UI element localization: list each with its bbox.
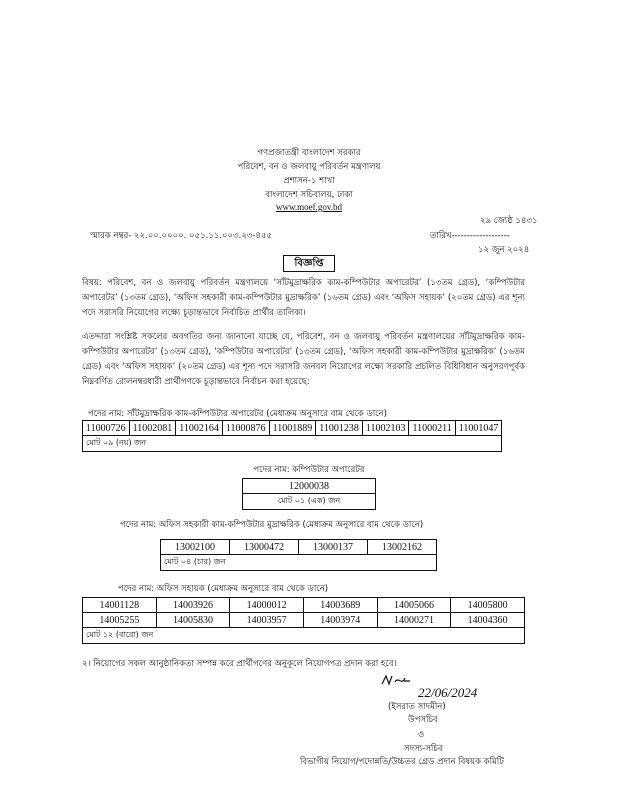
post-4-total: মোট ১২ (বারো) জন <box>83 628 525 644</box>
post-1-label: পদের নাম: সাঁটমুদ্রাক্ষরিক কাম-কম্পিউটার অপারেটর (মেধাক্রম অনুসারে বাম থেকে ডানে) <box>88 409 387 419</box>
signatory-role: সদস্য-সচিব <box>404 744 443 754</box>
table-row <box>83 613 525 628</box>
roll-number: 14000012 <box>230 598 304 613</box>
body-paragraph: এতদ্দারা সংশ্লিষ্ট সকলের অবগতির জন্য জানানো যাচ্ছে যে, পরিবেশ, বন ও জলবায়ু পরিবর্তন মন্ত্রণালয়ের সাঁটমুদ্রাক্ষরিক কাম- কম্পিউটার অপারেটর’ (১৩তম গ্রেড), ‘কম্পিউটার অপারেটর’ (১৩তম গ্রেড), ‘অফিস সহকারী কাম-কম্পিউটার মুদ্রাক্ষরিক’ (১৬তম গ্রেড) এবং ‘অফিস সহায়ক’ (২০তম গ্রেড) এর শূন্য পদে সরাসরি জনবল নিয়োগের লক্ষ্যে সরকারি প্রচলিত বিধিবিধান অনুসরণপূর্বক নিম্নবর্ণিত রোলনম্বরধারী প্রার্থীগণকে চূড়ান্তভাবে নির্বাচন করা হয়েছে: <box>82 332 525 387</box>
roll-number: 11001889 <box>269 421 316 436</box>
date-bangla: ২৯ জ্যেষ্ঠ ১৪৩১ <box>480 216 538 226</box>
roll-number: 14000271 <box>377 613 451 628</box>
roll-number: 13002100 <box>161 540 230 555</box>
ministry-name: পরিবেশ, বন ও জলবায়ু পরিবর্তন মন্ত্রণালয় <box>237 162 381 172</box>
roll-number: 13002162 <box>368 540 437 555</box>
roll-number: 11000726 <box>83 421 130 436</box>
post-3-table <box>160 539 437 571</box>
roll-number: 11001238 <box>316 421 363 436</box>
date-label: তারিখ------------------- <box>430 231 510 241</box>
roll-number: 11000876 <box>222 421 269 436</box>
branch-name: প্রশাসন-১ শাখা <box>283 176 335 186</box>
signature-date: 22/06/2024 <box>418 685 478 700</box>
post-2-table <box>242 478 376 510</box>
roll-number: 13000137 <box>299 540 368 555</box>
post-2-label: পদের নাম: কম্পিউটার অপারেটর <box>253 465 365 475</box>
table-row <box>83 598 525 613</box>
post-3-total: মোট ০৪ (চার) জন <box>161 555 437 571</box>
conjunction-text: ও <box>418 730 425 740</box>
roll-number: 14003957 <box>230 613 304 628</box>
roll-number: 14005066 <box>377 598 451 613</box>
post-3-label: পদের নাম: অফিস সহকারী কাম-কম্পিউটার মুদ্রাক্ষরিক (মেধাক্রম অনুসারে বাম থেকে ডানে) <box>120 520 424 530</box>
memo-number: স্মারক নম্বর- ২২.০০.০০০০. ০৫১.১১.০০৩.২৩-৪৫৫ <box>90 231 272 241</box>
roll-number: 14004360 <box>451 613 525 628</box>
roll-number: 12000038 <box>243 479 376 494</box>
office-address: বাংলাদেশ সচিবালয়, ঢাকা <box>265 190 353 200</box>
roll-number: 11002103 <box>362 421 409 436</box>
gov-title: গণপ্রজাতন্ত্রী বাংলাদেশ সরকার <box>257 148 361 158</box>
post-1-table <box>82 420 502 452</box>
table-row <box>243 479 376 494</box>
roll-number: 14003689 <box>303 598 377 613</box>
roll-number: 13000472 <box>230 540 299 555</box>
roll-number: 14003926 <box>156 598 230 613</box>
handwritten-signature <box>380 672 420 690</box>
post-1-total: মোট ০৯ (নয়) জন <box>83 436 502 452</box>
roll-number: 11002164 <box>176 421 223 436</box>
roll-number: 14005800 <box>451 598 525 613</box>
roll-number: 14001128 <box>83 598 157 613</box>
signature-scribble-icon <box>380 672 420 690</box>
roll-number: 11000211 <box>409 421 455 436</box>
notice-title: বিজ্ঞপ্তি <box>283 255 334 272</box>
committee-name: বিভাগীয় নিয়োগ/পদোন্নতি/উচ্চতর গ্রেড প্রদান বিষয়ক কমিটি <box>300 757 504 767</box>
table-row <box>83 421 502 436</box>
table-row <box>161 540 437 555</box>
subject-paragraph: বিষয়: পরিবেশ, বন ও জলবায়ু পরিবর্তন মন্ত্রণালয়ে ‘সাঁটমুদ্রাক্ষরিক কাম-কম্পিউটার অপারেটর’ (১৩তম গ্রেড), ‘কম্পিউটার অপারেটর’ (১৩তম গ্রেড), ‘অফিস সহকারী কাম-কম্পিউটার মুদ্রাক্ষরিক’ (১৬তম গ্রেড) এবং ‘অফিস সহায়ক’ (২০তম গ্রেড) এর শূন্য পদে সরাসরি নিয়োগের লক্ষ্যে চূড়ান্তভাবে নির্বাচিত প্রার্থীর তালিকা। <box>82 278 525 318</box>
roll-number: 14005255 <box>83 613 157 628</box>
signatory-name: (ইসরাত সাদমীন) <box>388 702 446 712</box>
date-english: ১২ জুন ২০২৪ <box>478 245 530 255</box>
post-4-label: পদের নাম: অফিস সহায়ক (মেধাক্রম অনুসারে বাম থেকে ডানে) <box>118 584 329 594</box>
roll-number: 11001047 <box>455 421 502 436</box>
roll-number: 11002081 <box>129 421 176 436</box>
roll-number: 14003974 <box>303 613 377 628</box>
post-2-total: মোট ০১ (এক) জন <box>243 494 376 510</box>
post-4-table <box>82 597 525 644</box>
roll-number: 14005830 <box>156 613 230 628</box>
closing-paragraph: ২। নিয়োগের সকল আনুষ্ঠানিকতা সম্পন্ন করে প্রার্থীগণের অনুকূলে নিয়োগপত্র প্রদান করা হবে। <box>82 659 397 669</box>
signatory-designation: উপসচিব <box>408 715 438 725</box>
website-link[interactable]: www.moef.gov.bd <box>275 202 343 212</box>
